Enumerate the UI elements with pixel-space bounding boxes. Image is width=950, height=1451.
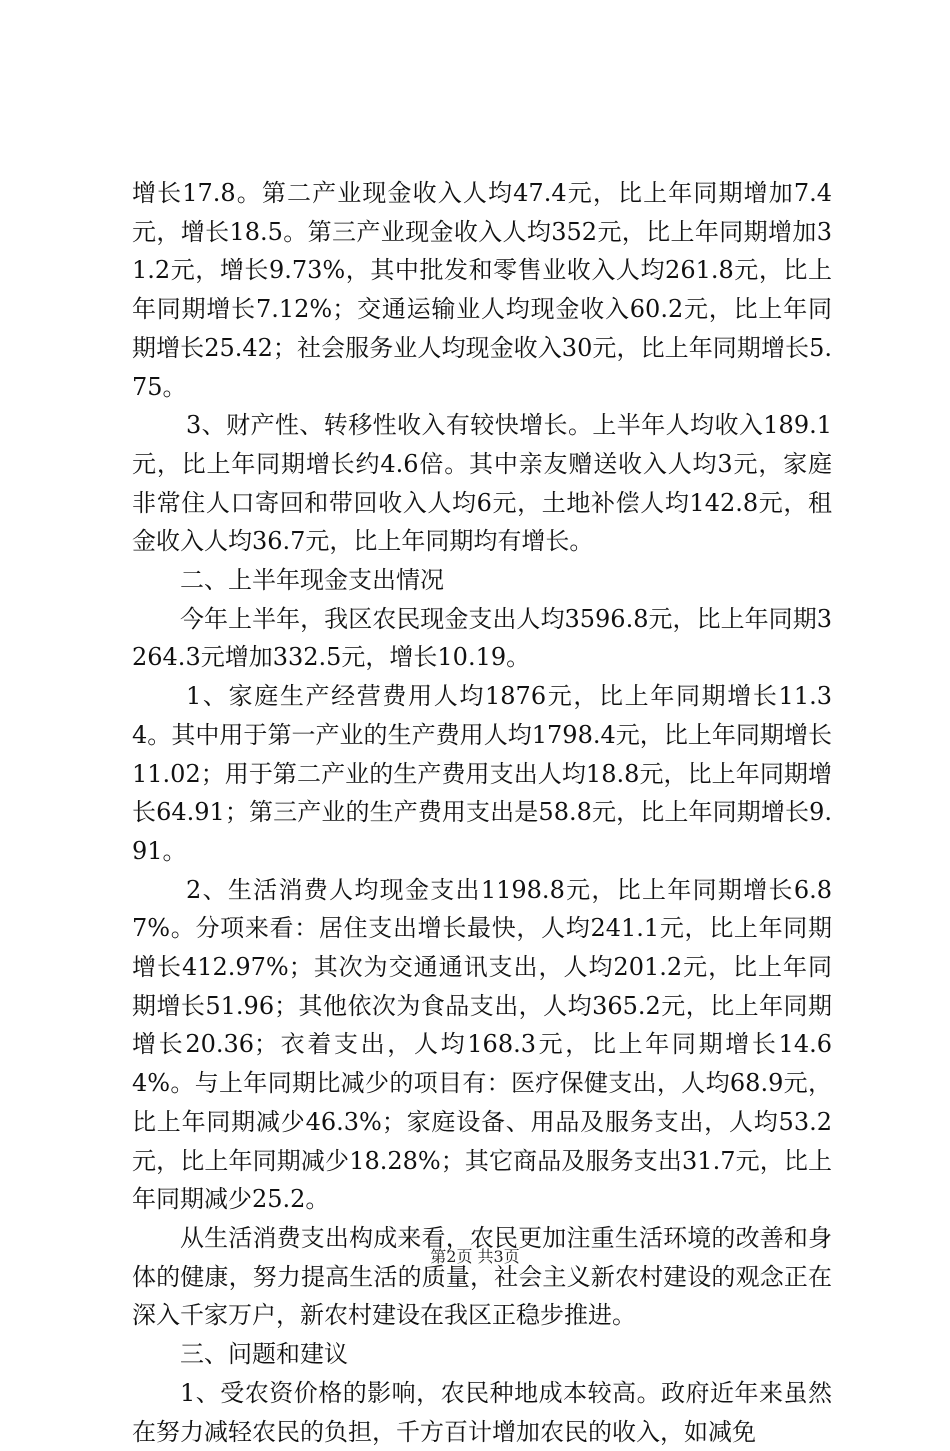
paragraph-living-consumption: 2、生活消费人均现金支出1198.8元，比上年同期增长6.87%。分项来看：居住支出增长最快，人均241.1元，比上年同期增长412.97%；其次为交通通讯支出，人均201.2元，比上年同期增长51.96；其他依次为食品支出，人均365.2元，比上年同期增长20.36；衣着支出，人均168.3元，比上年同期增长14.64%。与上年同期比减少的项目有：医疗保健支出，人均68.9元，比上年同期减少46.3%；家庭设备、用品及服务支出，人均53.2元，比上年同期减少18.28%；其它商品及服务支出31.7元，比上年同期减少25.2。 <box>132 875 832 1214</box>
paragraph-income-by-industry: 增长17.8。第二产业现金收入人均47.4元，比上年同期增加7.4元，增长18.5。第三产业现金收入人均352元，比上年同期增加31.2元，增长9.73%，其中批发和零售业收入人均261.8元，比上年同期增长7.12%；交通运输业人均现金收入60.2元，比上年同期增长25.42；社会服务业人均现金收入30元，比上年同期增长5.75。 <box>132 179 832 401</box>
section-heading-expenditure: 二、上半年现金支出情况 <box>180 566 444 595</box>
paragraph-agricultural-costs: 1、受农资价格的影响，农民种地成本较高。政府近年来虽然在努力减轻农民的负担，千方百计增加农民的收入，如减免 <box>132 1378 832 1446</box>
paragraph-expenditure-summary: 今年上半年，我区农民现金支出人均3596.8元，比上年同期3264.3元增加332.5元，增长10.19。 <box>132 604 832 672</box>
section-heading-problems: 三、问题和建议 <box>180 1340 348 1369</box>
paragraph-consumption-structure: 从生活消费支出构成来看，农民更加注重生活环境的改善和身体的健康，努力提高生活的质量，社会主义新农村建设的观念正在深入千家万户，新农村建设在我区正稳步推进。 <box>132 1223 832 1330</box>
paragraph-property-transfer-income: 3、财产性、转移性收入有较快增长。上半年人均收入189.1元，比上年同期增长约4.6倍。其中亲友赠送收入人均3元，家庭非常住人口寄回和带回收入人均6元，土地补偿人均142.8元，租金收入人均36.7元，比上年同期均有增长。 <box>132 411 832 556</box>
page-footer: 第2页 共3页 <box>430 1247 520 1266</box>
paragraph-production-costs: 1、家庭生产经营费用人均1876元，比上年同期增长11.34。其中用于第一产业的生产费用人均1798.4元，比上年同期增长11.02；用于第二产业的生产费用支出人均18.8元，比上年同期增长64.91；第三产业的生产费用支出是58.8元，比上年同期增长9.91。 <box>132 682 832 865</box>
